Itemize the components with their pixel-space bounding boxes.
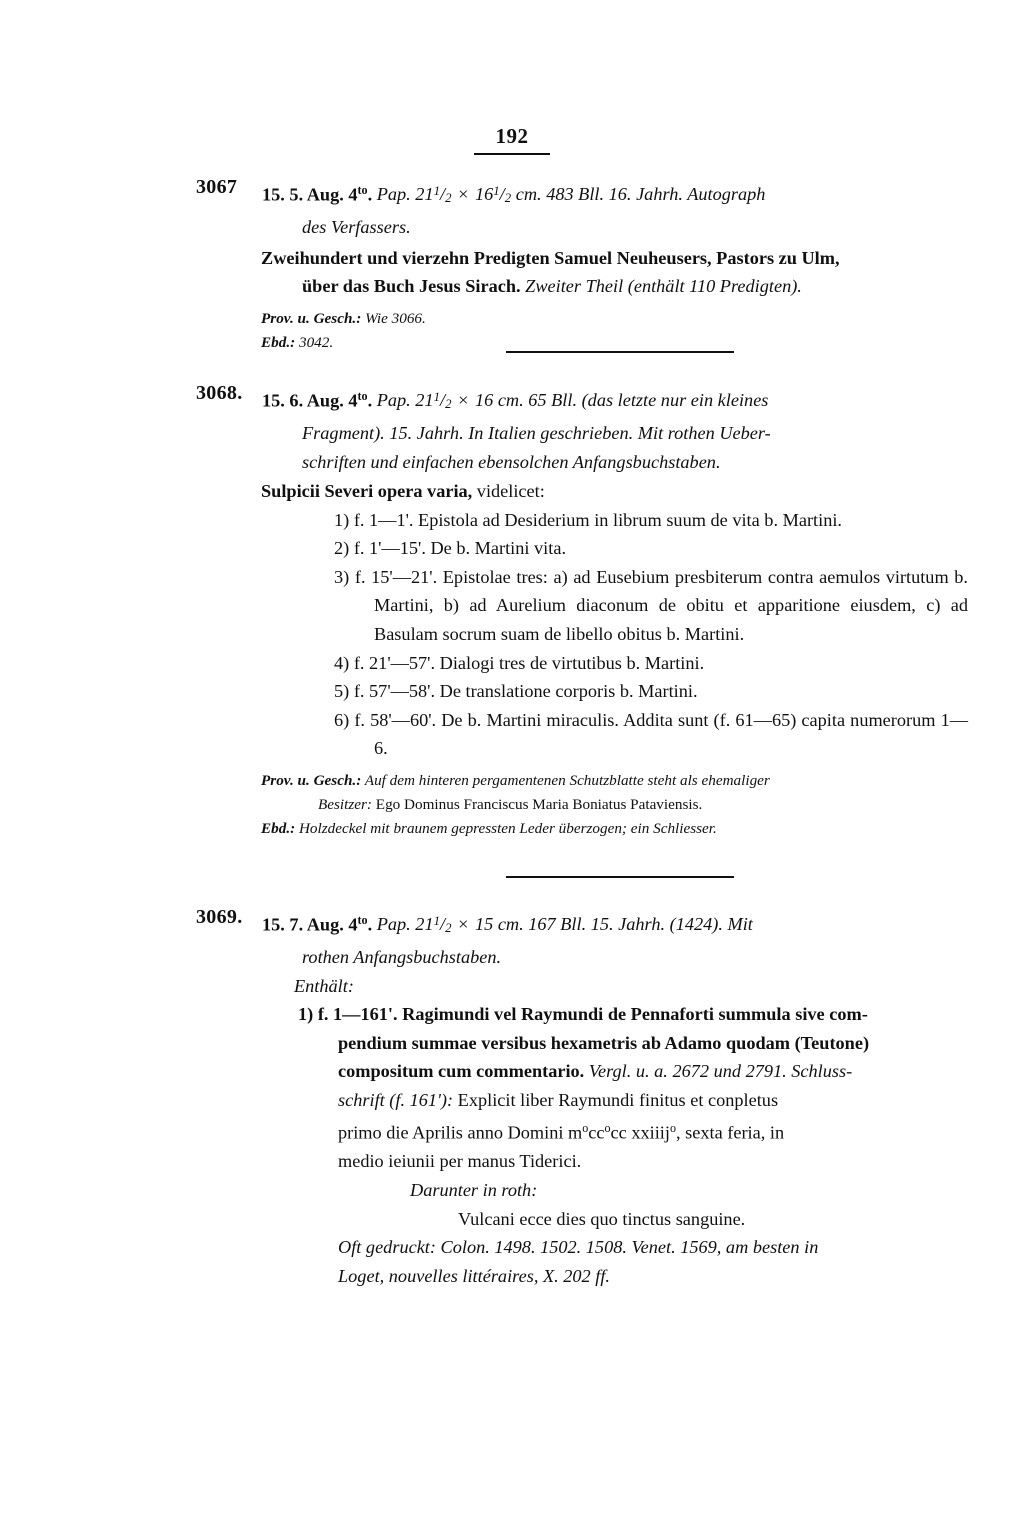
entry-physical-details: 15 cm. 167 Bll. 15. Jahrh. (1424). Mit: [474, 914, 753, 935]
editions-text-1: Oft gedruckt: Colon. 1498. 1502. 1508. Venet. 1569, am besten in: [338, 1237, 819, 1258]
entry-description-cont-1: [262, 419, 968, 448]
entry-paper-dims-1: Pap. 21: [376, 184, 434, 205]
entry-paper-dims-1: Pap. 21: [376, 390, 434, 411]
entry-fraction-numerator-1: 1: [433, 184, 440, 199]
colophon-text-5: , sexta feria, in: [675, 1122, 785, 1143]
content-item-text: f. 1'—15'. De b. Martini vita.: [353, 538, 567, 559]
colophon-superscript-2: o: [604, 1121, 611, 1136]
entry-fraction-numerator-1: 1: [433, 390, 440, 405]
colophon-superscript-1: o: [582, 1121, 589, 1136]
entry-shelfmark-suffix: .: [367, 914, 373, 935]
entry-description-cont: [262, 943, 968, 972]
content-item: [302, 649, 968, 678]
page-number: 192: [495, 124, 529, 148]
content-item-cont-2: [262, 1057, 968, 1086]
content-item: [302, 506, 968, 535]
content-item-reference: Vergl. u. a. 2672 und 2791. Schluss-: [588, 1061, 853, 1082]
content-item-marker: 6): [334, 709, 350, 730]
entry-description-cont: [262, 213, 968, 242]
provenance-owner-note: [262, 793, 968, 817]
entry-description: 15. 7. Aug. $4^{to}$. Pap. $21^1/2 \times 15$ cm. 167 Bll. 15. Jahrh. (1424). Mit: [262, 913, 753, 936]
entry-title-suffix: videlicet:: [472, 481, 545, 502]
entry-number: 3068.: [196, 382, 243, 404]
multiplication-icon: ×: [458, 184, 469, 205]
entry-description-cont-2: [262, 448, 968, 477]
entry-title-line-2: [262, 272, 968, 301]
entry-fraction-denominator-2: 2: [504, 191, 512, 206]
editions-note-line-2: [262, 1262, 968, 1291]
binding-value: Holzdeckel mit braunem gepressten Leder überzogen; ein Schliesser.: [295, 820, 717, 838]
provenance-note: [261, 307, 968, 331]
entry-title-line: [261, 477, 968, 506]
contents-label: Enthält:: [294, 975, 354, 996]
provenance-label: Prov. u. Gesch.:: [261, 309, 362, 327]
entry-title-text-2: über das Buch Jesus Sirach.: [302, 276, 526, 297]
provenance-note: [261, 769, 968, 793]
colophon-line-3: [262, 1147, 968, 1176]
entry-description: 15. 5. Aug. $4^{to}$. Pap. $21^1/2 \times 16^1/2$ cm. 483 Bll. 16. Jahrh. Autograph: [262, 183, 766, 206]
content-item-marker: 4): [334, 652, 350, 673]
entry-body: [262, 906, 968, 1290]
multiplication-icon: ×: [458, 390, 469, 411]
entry-paper-dims-1: Pap. 21: [376, 914, 434, 935]
content-item-text: f. 15'—21'. Epistolae tres: a) ad Eusebium presbiterum contra aemulos virtutum b. Martini, b) ad Aurelium diaconum de obitu et apparitione eiusdem, c) ad Basulam socrum suam de libello obitus b. Martini.: [354, 566, 968, 645]
entry-number: 3067: [196, 176, 238, 198]
entry-title-part-note: Zweiter Theil (enthält 110 Predigten).: [525, 276, 802, 297]
provenance-value: Auf dem hinteren pergamentenen Schutzblatte steht als ehemaliger: [361, 772, 770, 790]
entry-fraction-denominator-1: 2: [445, 397, 452, 412]
rubric-text-line: [262, 1205, 968, 1234]
entry-shelfmark-prefix: 15. 5. Aug. 4: [262, 184, 358, 205]
entry-paper-dims-2: 16: [474, 184, 494, 205]
colophon-text-3: cc: [588, 1122, 605, 1143]
content-item-text: f. 1—1'. Epistola ad Desiderium in librum suum de vita b. Martini.: [353, 509, 842, 530]
editions-note-line-1: [262, 1233, 968, 1262]
content-item-text: f. 21'—57'. Dialogi tres de virtutibus b. Martini.: [353, 652, 705, 673]
owner-value: Ego Dominus Franciscus Maria Boniatus Pataviensis.: [372, 796, 703, 814]
entry-origin-note: Fragment). 15. Jahrh. In Italien geschrieben. Mit rothen Ueber-: [302, 422, 771, 443]
entry-format-superscript: to: [357, 913, 368, 927]
entry-fraction-numerator-1: 1: [433, 914, 440, 929]
entry-physical-details: 16 cm. 65 Bll. (das letzte nur ein kleines: [474, 390, 769, 411]
provenance-value: Wie 3066.: [361, 309, 426, 327]
owner-label: Besitzer:: [318, 796, 372, 814]
content-item-text: f. 57'—58'. De translatione corporis b. Martini.: [353, 681, 698, 702]
rubric-text: Vulcani ecce dies quo tinctus sanguine.: [458, 1208, 746, 1229]
entry-description: 15. 6. Aug. $4^{to}$. Pap. $21^1/2 \times 16$ cm. 65 Bll. (das letzte nur ein kleines: [262, 389, 769, 412]
entry-physical-details: cm. 483 Bll. 16. Jahrh. Autograph: [515, 184, 766, 205]
colophon-text-6: medio ieiunii per manus Tiderici.: [338, 1151, 582, 1172]
content-item-marker: 2): [334, 538, 350, 559]
entry-number: 3069.: [196, 906, 243, 928]
binding-label: Ebd.:: [261, 333, 296, 351]
page-header: [0, 126, 1024, 155]
entry-title-text: Sulpicii Severi opera varia,: [261, 481, 473, 502]
entry-title-line-1: [261, 244, 968, 273]
entry-fraction-numerator-2: 1: [493, 184, 500, 199]
entry-format-superscript: to: [357, 183, 368, 197]
entry-shelfmark-prefix: 15. 6. Aug. 4: [262, 390, 358, 411]
content-item-title-1: Ragimundi vel Raymundi de Pennaforti summula sive com-: [397, 1004, 868, 1025]
binding-label: Ebd.:: [261, 820, 296, 838]
entry-separator-rule-1: [506, 351, 734, 353]
entry-rubric-note: rothen Anfangsbuchstaben.: [302, 946, 502, 967]
colophon-label: schrift (f. 161'):: [338, 1089, 454, 1110]
content-item: [302, 677, 968, 706]
binding-note: [261, 817, 968, 841]
provenance-label: Prov. u. Gesch.:: [261, 772, 362, 790]
content-item-marker: 1): [334, 509, 350, 530]
contents-label-line: [262, 972, 968, 1001]
colophon-text-2: primo die Aprilis anno Domini m: [338, 1122, 583, 1143]
editions-text-2: Loget, nouvelles littéraires, X. 202 ff.: [338, 1265, 610, 1286]
entry-autograph-note: des Verfassers.: [302, 216, 411, 237]
entry-shelfmark-suffix: .: [367, 184, 373, 205]
colophon-line-1: [262, 1086, 968, 1115]
entry-title-text-1: Zweihundert und vierzehn Predigten Samuel Neuheusers, Pastors zu Ulm,: [261, 247, 840, 268]
content-item-text: f. 58'—60'. De b. Martini miraculis. Addita sunt (f. 61—65) capita numerorum 1—6.: [354, 709, 968, 759]
content-item-folio-range: f. 1—161'.: [317, 1004, 398, 1025]
content-item-marker: 5): [334, 681, 350, 702]
entry-body: [262, 176, 968, 355]
content-item: [302, 534, 968, 563]
entry-shelfmark-prefix: 15. 7. Aug. 4: [262, 914, 358, 935]
page-number-rule: [474, 153, 550, 155]
binding-value: 3042.: [295, 333, 334, 351]
colophon-line-2: [262, 1114, 968, 1147]
content-item-title-2: pendium summae versibus hexametris ab Adamo quodam (Teutone): [338, 1032, 870, 1053]
colophon-text-4: cc xxiiij: [610, 1122, 670, 1143]
content-item-marker: 1): [298, 1004, 314, 1025]
colophon-text-1: Explicit liber Raymundi finitus et conpletus: [453, 1089, 779, 1110]
entry-body: [262, 382, 968, 841]
entry-rubric-note: schriften und einfachen ebensolchen Anfangsbuchstaben.: [302, 451, 721, 472]
content-item: [302, 706, 968, 763]
content-item-marker: 3): [334, 566, 350, 587]
entry-format-superscript: to: [357, 389, 368, 403]
content-item-title-3: compositum cum commentario.: [338, 1061, 589, 1082]
content-item-cont-1: [262, 1029, 968, 1058]
rubric-label: Darunter in roth:: [410, 1179, 538, 1200]
content-item: [262, 1000, 968, 1029]
entry-separator-rule-2: [506, 876, 734, 878]
entry-fraction-denominator-1: 2: [445, 921, 452, 936]
content-item: [302, 563, 968, 649]
rubric-label-line: [262, 1176, 968, 1205]
multiplication-icon: ×: [458, 914, 469, 935]
entry-fraction-denominator-1: 2: [445, 191, 452, 206]
colophon-superscript-3: o: [669, 1121, 676, 1136]
entry-shelfmark-suffix: .: [367, 390, 373, 411]
